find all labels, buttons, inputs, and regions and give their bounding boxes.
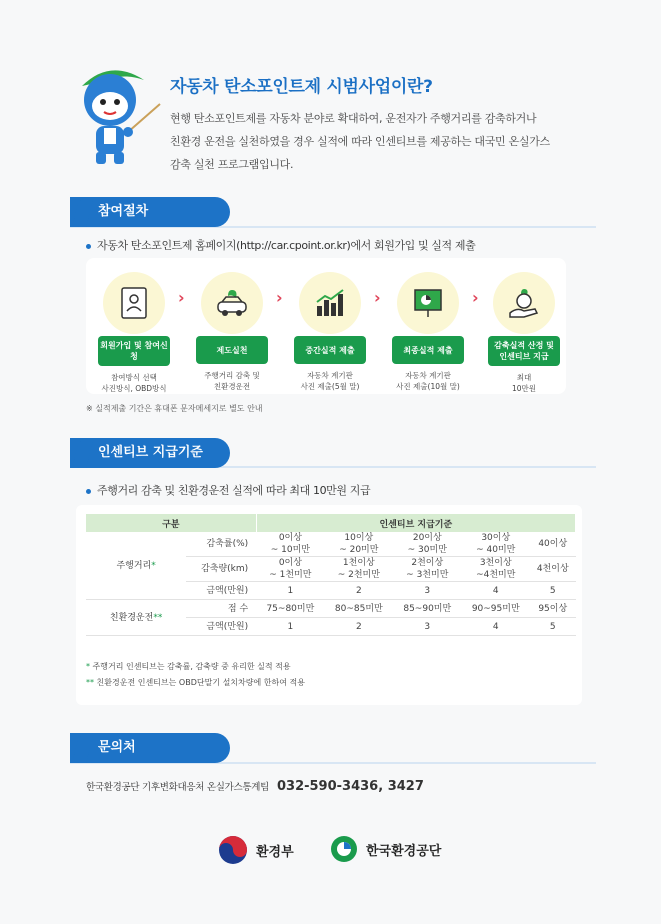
row-label: 감축률(%) [186,532,256,557]
table-cell [325,532,393,557]
row-group-label [86,600,186,636]
row-label: 금액(만원) [186,618,256,636]
table-header-row [86,514,576,532]
corp-logo [330,835,441,863]
step-label: 최종실적 제출 [392,336,464,364]
table-cell: 2 [325,618,393,636]
bullet-dot [86,244,91,249]
chevron-right-icon: › [276,288,283,307]
process-step [94,272,174,394]
table-cell: 90~95미만 [462,600,530,618]
table-row [86,532,576,557]
ministry-name: 환경부 [256,844,294,860]
group-label: 주행거리 [116,560,152,571]
cell-line: ~ 20미만 [339,545,379,555]
incentive-bullet-text: 주행거리 감축 및 친환경운전 실적에 따라 최대 10만원 지급 [97,484,371,497]
step-desc-line: 사진 제출(10월 말) [396,382,460,391]
contact-phone: 032-590-3436, 3427 [276,779,424,794]
intro-line: 친환경 운전을 실천하였을 경우 실적에 따라 인센티브를 제공하는 대국민 온실가스 [170,135,550,148]
step-desc-line: 친환경운전 [213,382,251,391]
group-label: 친환경운전 [109,612,154,623]
table-cell: 1 [256,618,324,636]
chevron-right-icon: › [178,288,185,307]
cell-line: 0이상 [278,533,302,543]
step-desc-line: 최대 [516,373,532,382]
step-desc [192,370,272,392]
cell-line: ~ 30미만 [407,545,447,555]
table-cell: 4천이상 [530,557,576,582]
table-cell: 3 [393,618,461,636]
table-header: 구분 [86,514,256,532]
process-step [484,272,564,394]
mascot-illustration [62,58,162,168]
bullet-dot [86,489,91,494]
intro-line: 현행 탄소포인트제를 자동차 분야로 확대하여, 운전자가 주행거리를 감축하거나 [170,112,537,125]
table-cell: 85~90미만 [393,600,461,618]
footnote-1 [86,661,291,672]
presentation-board-icon [397,272,459,334]
procedure-note: ※ 실적제출 기간은 휴대폰 문자메세지로 별도 안내 [86,404,263,413]
row-label: 금액(만원) [186,582,256,600]
procedure-bullet-text: 자동차 탄소포인트제 홈페이지(http://car.cpoint.or.kr)에서 회원가입 및 실적 제출 [97,239,476,252]
document-person-icon [103,272,165,334]
cell-line: ~ 3천미만 [406,570,449,580]
footnote-star: * [151,560,156,571]
step-desc-line: 자동차 계기판 [405,371,451,380]
step-desc [290,370,370,392]
section-tab-incentive: 인센티브 지급기준 [70,438,230,468]
step-desc-line: 참여방식 선택 [111,373,157,382]
footnote-text: 친환경운전 인센티브는 OBD단말기 설치차량에 한하여 적용 [96,678,305,687]
table-cell [256,532,324,557]
table-cell [325,557,393,582]
section-tab-procedure: 참여절차 [70,197,230,227]
page-title: 자동차 탄소포인트제 시범사업이란? [170,77,433,97]
step-desc-line: 사진방식, OBD방식 [101,384,167,393]
cell-line: 0이상 [278,558,302,568]
contact-info [86,779,424,794]
row-label: 감축량(km) [186,557,256,582]
table-cell: 75~80미만 [256,600,324,618]
row-label: 점 수 [186,600,256,618]
cell-line: ~ 40미만 [476,545,516,555]
corp-name: 한국환경공단 [366,843,442,859]
table-cell: 80~85미만 [325,600,393,618]
step-desc [484,372,564,394]
cell-line: 20이상 [412,533,442,543]
step-desc [388,370,468,392]
table-cell [393,557,461,582]
table-cell: 5 [530,618,576,636]
contact-org: 한국환경공단 기후변화대응처 온실가스통계팀 [86,782,269,793]
table-cell: 5 [530,582,576,600]
table-row [86,600,576,618]
table-cell: 3 [393,582,461,600]
cell-line: ~ 1천미만 [269,570,312,580]
process-step [388,272,468,392]
chevron-right-icon: › [374,288,381,307]
table-cell: 4 [462,582,530,600]
cell-line: 10이상 [344,533,374,543]
cell-line: 1천이상 [342,558,375,568]
procedure-bullet [86,237,475,253]
footnote-text: 주행거리 인센티브는 감축률, 감축량 중 유리한 실적 적용 [92,662,291,671]
cell-line: 2천이상 [411,558,444,568]
money-hand-icon [493,272,555,334]
ministry-emblem-icon [218,835,248,865]
corp-emblem-icon [330,835,358,863]
eco-car-icon [201,272,263,334]
step-label: 회원가입 및 참여신청 [98,336,170,366]
process-panel [86,258,566,394]
footnote-2 [86,677,305,688]
cell-line: ~4천미만 [476,570,516,580]
step-desc [94,372,174,394]
cell-line: ~ 2천미만 [337,570,380,580]
step-label: 중간실적 제출 [294,336,366,364]
table-header: 인센티브 지급기준 [256,514,575,532]
step-label: 제도실천 [196,336,268,364]
step-desc-line: 주행거리 감축 및 [204,371,260,380]
table-cell: 2 [325,582,393,600]
intro-text [170,107,610,176]
cell-line: 30이상 [481,533,511,543]
process-step [290,272,370,392]
intro-line: 감축 실천 프로그램입니다. [170,158,294,171]
table-cell [393,532,461,557]
incentive-bullet [86,482,370,498]
step-desc-line: 자동차 계기판 [307,371,353,380]
table-cell [462,557,530,582]
footnote-star: ** [153,612,163,623]
table-cell [256,557,324,582]
cell-line: ~ 10미만 [270,545,310,555]
bar-chart-icon [299,272,361,334]
footnote-star: ** [86,678,97,687]
table-cell [462,532,530,557]
section-tab-contact: 문의처 [70,733,230,763]
process-step [192,272,272,392]
step-label: 감축실적 산정 및 인센티브 지급 [488,336,560,366]
row-group-label [86,532,186,600]
footnote-star: * [86,662,93,671]
table-cell: 40이상 [530,532,576,557]
ministry-logo [218,835,294,865]
table-cell: 1 [256,582,324,600]
step-desc-line: 10만원 [511,384,537,393]
cell-line: 3천이상 [479,558,512,568]
table-cell: 95이상 [530,600,576,618]
incentive-table [86,514,576,636]
table-cell: 4 [462,618,530,636]
chevron-right-icon: › [472,288,479,307]
step-desc-line: 사진 제출(5월 말) [300,382,360,391]
